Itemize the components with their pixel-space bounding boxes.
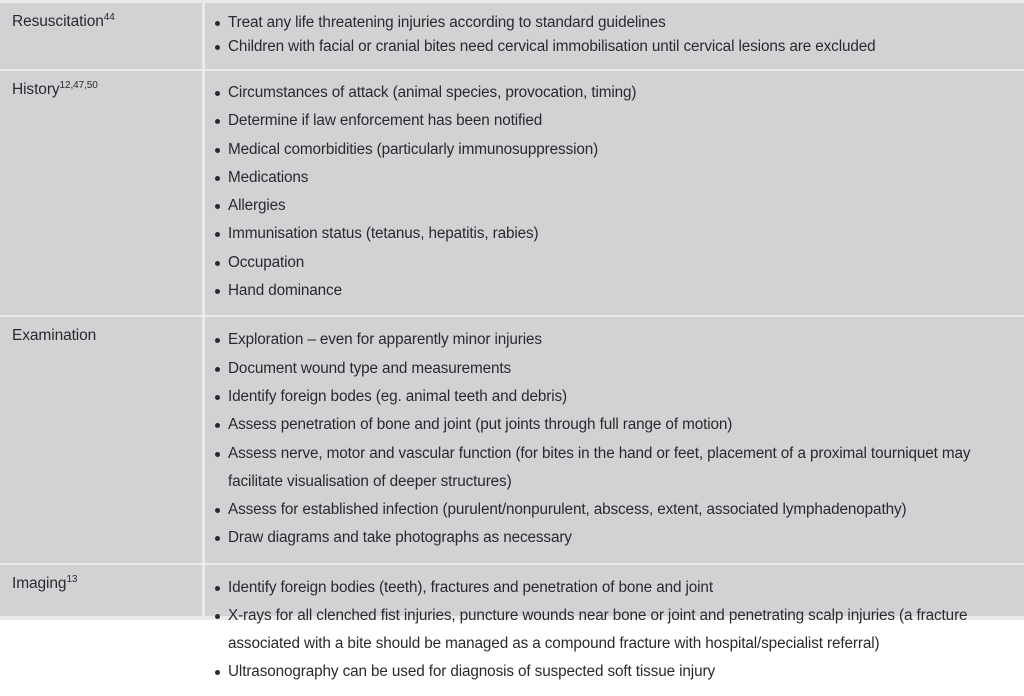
bullet-text: X-rays for all clenched fist injuries, puncture wounds near bone or joint and penetrating scalp injuries (a fracture associated with a bite should be managed as a compound fracture with hospital/specialist referral) — [228, 606, 968, 652]
bullet-dot-icon — [215, 367, 220, 372]
table-row — [0, 3, 1024, 71]
bullet-item — [202, 496, 1010, 524]
row-label-history — [0, 71, 202, 315]
bullet-text: Medical comorbidities (particularly immunosuppression) — [228, 140, 599, 158]
row-content-resuscitation — [202, 3, 1024, 69]
row-content-examination — [202, 317, 1024, 562]
bullet-item — [202, 602, 1010, 658]
bullet-dot-icon — [215, 614, 220, 619]
table-row — [0, 317, 1024, 564]
bullet-dot-icon — [215, 670, 220, 675]
bullet-list — [202, 11, 1010, 59]
bullet-item — [202, 411, 1010, 439]
row-content-history — [202, 71, 1024, 315]
table-row — [0, 71, 1024, 317]
bullet-dot-icon — [215, 289, 220, 294]
bullet-dot-icon — [215, 232, 220, 237]
bullet-text: Hand dominance — [228, 282, 342, 300]
row-label-imaging — [0, 565, 202, 696]
bullet-list — [202, 574, 1010, 686]
bullet-dot-icon — [215, 338, 220, 343]
bullet-item — [202, 11, 1010, 35]
bullet-dot-icon — [215, 204, 220, 209]
row-label-text: Imaging — [12, 574, 67, 592]
table-row — [0, 565, 1024, 696]
row-content-imaging — [202, 565, 1024, 696]
bullet-text: Occupation — [228, 253, 305, 271]
bullet-item — [202, 220, 1010, 248]
bullet-item — [202, 107, 1010, 135]
bullet-text: Identify foreign bodies (teeth), fractures and penetration of bone and joint — [228, 578, 713, 596]
bullet-item — [202, 574, 1010, 602]
bullet-text: Assess penetration of bone and joint (put joints through full range of motion) — [228, 416, 733, 434]
bullet-text: Allergies — [228, 197, 286, 215]
bullet-item — [202, 192, 1010, 220]
bullet-dot-icon — [215, 45, 220, 50]
bullet-text: Assess nerve, motor and vascular function (for bites in the hand or feet, placement of a proximal tourniquet may facilitate visualisation of deeper structures) — [228, 444, 971, 490]
row-label-citation: 13 — [66, 573, 78, 585]
bullet-dot-icon — [215, 119, 220, 124]
bullet-item — [202, 249, 1010, 277]
bullet-dot-icon — [215, 148, 220, 153]
bullet-item — [202, 440, 1010, 497]
bullet-text: Exploration – even for apparently minor injuries — [228, 331, 542, 349]
bullet-text: Immunisation status (tetanus, hepatitis, rabies) — [228, 225, 539, 243]
bullet-item — [202, 164, 1010, 192]
bullet-text: Treat any life threatening injuries according to standard guidelines — [228, 14, 666, 31]
row-label-text: Examination — [12, 327, 97, 345]
bullet-item — [202, 326, 1010, 354]
bullet-dot-icon — [215, 452, 220, 457]
bullet-list — [202, 79, 1010, 305]
bullet-text: Identify foreign bodes (eg. animal teeth and debris) — [228, 387, 568, 405]
bullet-item — [202, 136, 1010, 164]
row-label-resuscitation — [0, 3, 202, 69]
row-label-citation: 12,47,50 — [59, 79, 98, 91]
row-label-citation: 44 — [103, 11, 115, 23]
bullet-dot-icon — [215, 586, 220, 591]
bullet-item — [202, 355, 1010, 383]
table-body — [0, 3, 1024, 696]
bullet-dot-icon — [215, 176, 220, 181]
bullet-text: Circumstances of attack (animal species, provocation, timing) — [228, 84, 637, 101]
bullet-text: Draw diagrams and take photographs as necessary — [228, 529, 572, 547]
bullet-item — [202, 383, 1010, 411]
bullet-dot-icon — [215, 395, 220, 400]
bullet-dot-icon — [215, 91, 220, 96]
bullet-dot-icon — [215, 21, 220, 26]
bullet-text: Ultrasonography can be used for diagnosis of suspected soft tissue injury — [228, 662, 715, 680]
bullet-text: Assess for established infection (purulent/nonpurulent, abscess, extent, associated lymphadenopathy) — [228, 501, 907, 519]
bullet-item — [202, 79, 1010, 107]
bullet-dot-icon — [215, 508, 220, 513]
bullet-item — [202, 277, 1010, 305]
bullet-dot-icon — [215, 261, 220, 266]
row-label-text: Resuscitation — [12, 13, 104, 30]
bullet-item — [202, 35, 1010, 59]
bullet-item — [202, 658, 1010, 686]
bullet-text: Children with facial or cranial bites need cervical immobilisation until cervical lesions are excluded — [228, 38, 876, 55]
bullet-text: Medications — [228, 168, 309, 186]
bullet-list — [202, 326, 1010, 552]
bullet-item — [202, 524, 1010, 552]
row-label-examination — [0, 317, 202, 562]
bullet-text: Document wound type and measurements — [228, 359, 512, 377]
bullet-dot-icon — [215, 423, 220, 428]
bullet-dot-icon — [215, 536, 220, 541]
bullet-text: Determine if law enforcement has been notified — [228, 112, 543, 130]
row-label-text: History — [12, 81, 60, 98]
